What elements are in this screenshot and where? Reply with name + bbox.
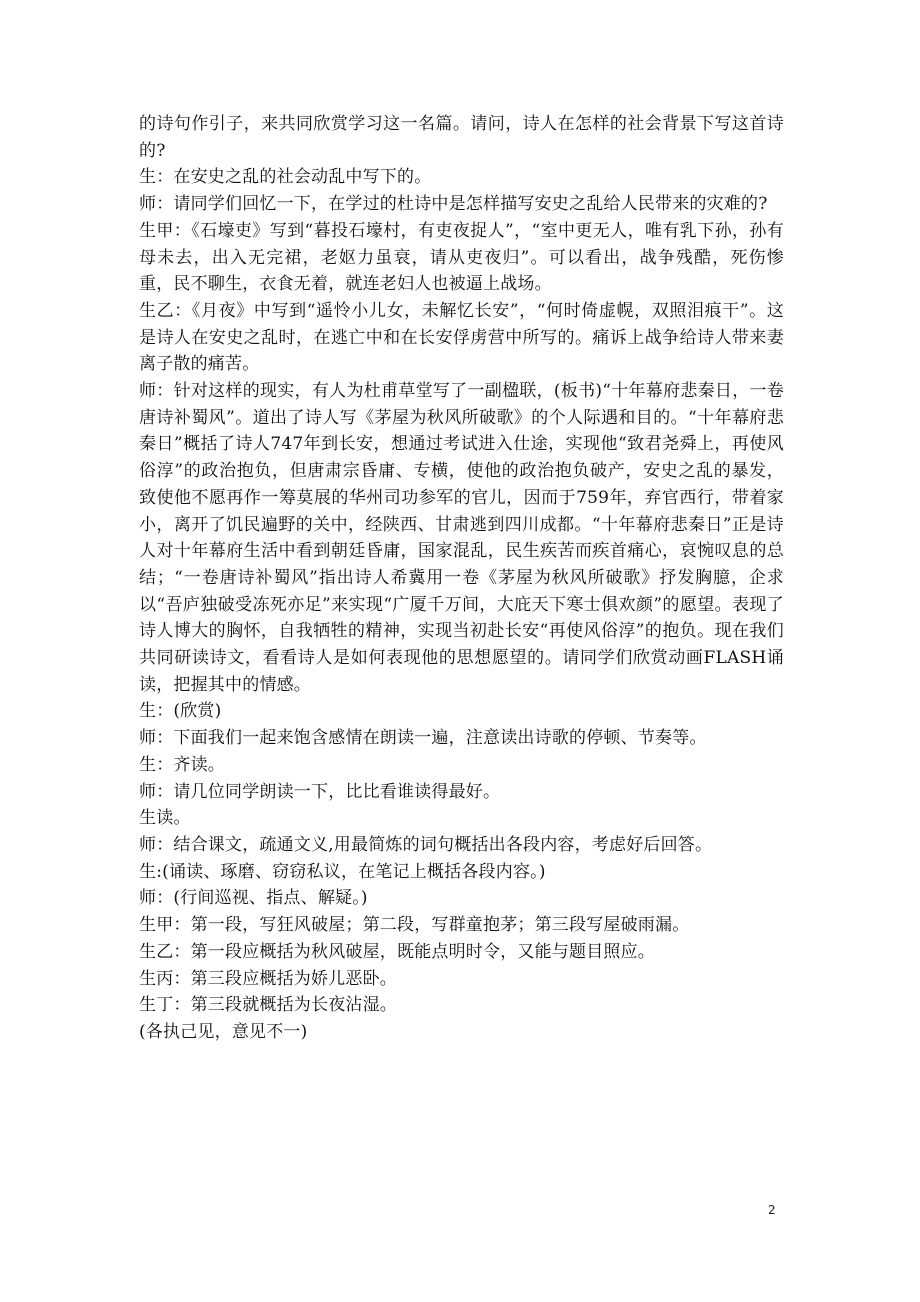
- paragraph-teacher-read-aloud: 师：下面我们一起来饱含感情在朗读一遍，注意读出诗歌的停顿、节奏等。: [139, 728, 707, 749]
- paragraph-student-b-summary: 生乙：第一段应概括为秋风破屋，既能点明时令，又能与题目照应。: [139, 941, 655, 962]
- paragraph-teacher-couplet-explanation: 师：针对这样的现实，有人为杜甫草堂写了一副楹联，(板书)“十年幕府悲秦日，一卷唐诗补蜀风”。道出了诗人写《茅屋为秋风所破歌》的个人际遇和目的。“十年幕府悲秦日”概括了诗人747年到长安，想通过考试进入仕途，实现他“致君尧舜上，再使风俗淳”的政治抱负，但唐肃宗昏庸、专横，使他的政治抱负破产，安史之乱的暴发，致使他不愿再作一筹莫展的华州司功参军的官儿，因而于759年，弃官西行，带着家小，离开了饥民遍野的关中，经陕西、甘肃逃到四川成都。“十年幕府悲秦日”正是诗人对十年幕府生活中看到朝廷昏庸，国家混乱，民生疾苦而疾首痛心，哀惋叹息的总结；“一卷唐诗补蜀风”指出诗人希冀用一卷《茅屋为秋风所破歌》抒发胸臆，企求以“吾庐独破受冻死亦足”来实现“广厦千万间，大庇天下寒士俱欢颜”的愿望。表现了诗人博大的胸怀，自我牺牲的精神，实现当初赴长安“再使风俗淳”的抱负。现在我们共同研读诗文，看看诗人是如何表现他的思想愿望的。请同学们欣赏动画FLASH诵读，把握其中的情感。: [139, 381, 784, 695]
- paragraph-student-d-summary: 生丁：第三段就概括为长夜沾湿。: [139, 995, 397, 1016]
- paragraph-teacher-summarize-task: 师：结合课文，疏通文义,用最简炼的词句概括出各段内容，考虑好后回答。: [139, 834, 713, 855]
- paragraph-student-a-shihaoli: 生甲：《石壕吏》写到“暮投石壕村，有吏夜捉人”，“室中更无人，唯有乳下孙，孙有母未去，出入无完裙，老妪力虽衰，请从吏夜归”。可以看出，战争残酷，死伤惨重，民不聊生，衣食无着，就连老妇人也被逼上战场。: [139, 220, 784, 295]
- paragraph-intro-question: 的诗句作引子，来共同欣赏学习这一名篇。请问，诗人在怎样的社会背景下写这首诗的?: [139, 114, 784, 161]
- page-number: 2: [768, 1203, 776, 1217]
- paragraph-student-read-together: 生：齐读。: [139, 754, 225, 775]
- paragraph-student-a-summary: 生甲：第一段，写狂风破屋；第二段，写群童抱茅；第三段写屋破雨漏。: [139, 915, 690, 936]
- paragraph-student-c-summary: 生丙：第三段应概括为娇儿恶卧。: [139, 968, 397, 989]
- document-body: [139, 111, 784, 1046]
- paragraph-student-answer-background: 生：在安史之乱的社会动乱中写下的。: [139, 167, 432, 188]
- paragraph-teacher-compare-reading: 师：请几位同学朗读一下，比比看谁读得最好。: [139, 781, 501, 802]
- paragraph-student-discussion: 生:(诵读、琢磨、窃窃私议，在笔记上概括各段内容。): [139, 861, 546, 882]
- paragraph-disagreement-note: (各执己见，意见不一): [139, 1021, 308, 1042]
- paragraph-teacher-patrol: 师：(行间巡视、指点、解疑。): [139, 888, 368, 909]
- paragraph-teacher-question-recall: 师：请同学们回忆一下，在学过的杜诗中是怎样描写安史之乱给人民带来的灾难的?: [139, 194, 768, 215]
- paragraph-student-b-yueye: 生乙：《月夜》中写到“遥怜小儿女，未解忆长安”，“何时倚虚幌，双照泪痕干”。这是诗人在安史之乱时，在逃亡中和在长安俘虏营中所写的。痛诉上战争给诗人带来妻离子散的痛苦。: [139, 300, 784, 375]
- paragraph-student-appreciate: 生：(欣赏): [139, 701, 222, 722]
- paragraph-student-read: 生读。: [139, 808, 191, 829]
